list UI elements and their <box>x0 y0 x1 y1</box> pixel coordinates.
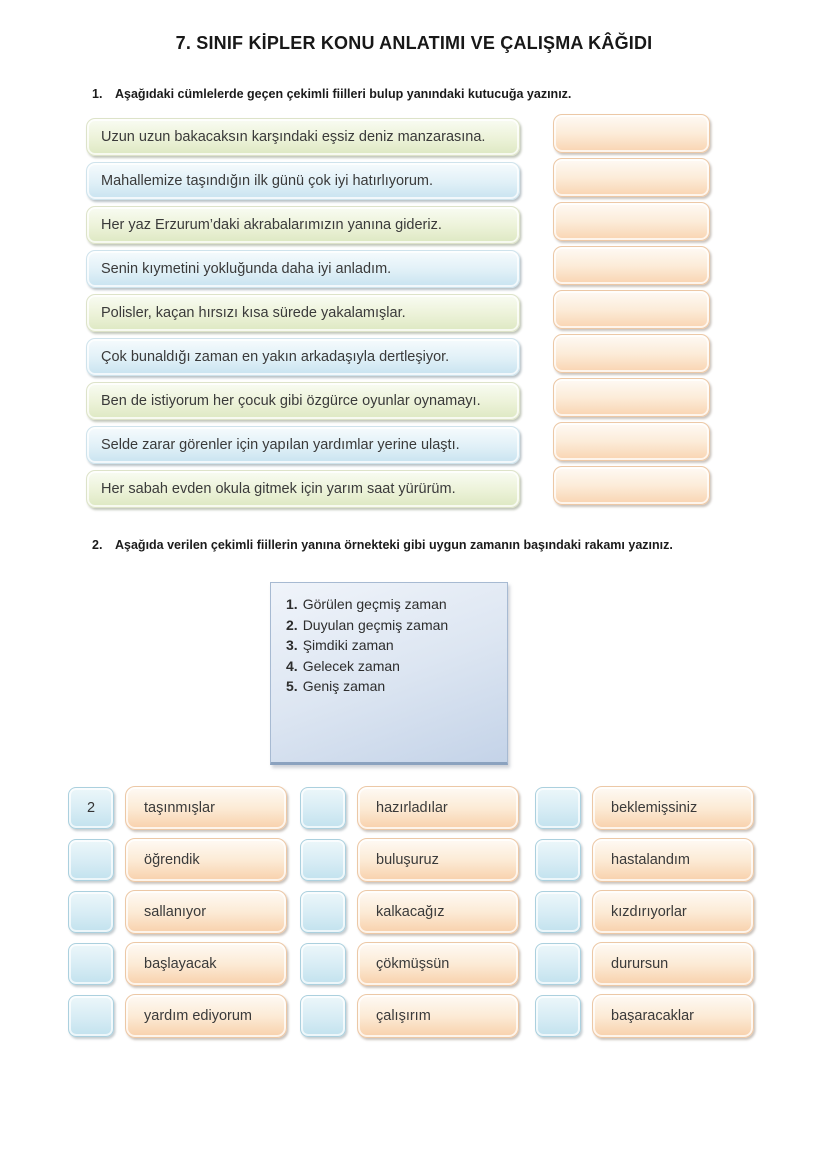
number-input-box[interactable] <box>535 995 581 1037</box>
sentence-text: Çok bunaldığı zaman en yakın arkadaşıyla dertleşiyor. <box>101 349 450 365</box>
sentence-box-4 <box>86 250 520 288</box>
answer-box-4[interactable] <box>553 246 710 285</box>
legend-item-number: 3. <box>286 637 298 653</box>
number-input-box[interactable] <box>68 839 114 881</box>
sentence-box-9 <box>86 470 520 508</box>
sentence-box-3 <box>86 206 520 244</box>
legend-item-label: Görülen geçmiş zaman <box>302 596 447 612</box>
legend-item-label: Duyulan geçmiş zaman <box>302 616 449 633</box>
number-input-box[interactable] <box>535 787 581 829</box>
verb-label-box: kızdırıyorlar <box>592 890 754 934</box>
verb-row <box>300 890 520 934</box>
number-input-box[interactable] <box>535 839 581 881</box>
number-input-box[interactable] <box>535 943 581 985</box>
answer-box-2[interactable] <box>553 158 710 197</box>
legend-item-4 <box>286 656 507 677</box>
verb-label-box: başaracaklar <box>592 994 754 1038</box>
legend-item-number: 5. <box>286 678 298 694</box>
verb-grid-column-1 <box>68 786 288 1046</box>
number-input-box[interactable] <box>535 891 581 933</box>
number-input-box[interactable] <box>300 787 346 829</box>
verb-row <box>535 890 755 934</box>
verb-row <box>68 890 288 934</box>
sentence-box-5 <box>86 294 520 332</box>
legend-item-number: 4. <box>286 657 298 674</box>
verb-label-box: yardım ediyorum <box>125 994 287 1038</box>
answer-box-8[interactable] <box>553 422 710 461</box>
number-input-box[interactable]: 2 <box>68 787 114 829</box>
legend-item-2 <box>286 615 507 636</box>
verb-label-box: kalkacağız <box>357 890 519 934</box>
verb-label-box: beklemişsiniz <box>592 786 754 830</box>
verb-row <box>535 942 755 986</box>
legend-item-3 <box>286 635 507 656</box>
verb-label-box: öğrendik <box>125 838 287 882</box>
number-input-box[interactable] <box>68 995 114 1037</box>
verb-grid-column-2 <box>300 786 520 1046</box>
verb-row <box>68 786 288 830</box>
sentence-box-1 <box>86 118 520 156</box>
question2-text: Aşağıda verilen çekimli fiillerin yanına örnekteki gibi uygun zamanın başındaki rakamı yazınız. <box>115 538 673 552</box>
answer-box-1[interactable] <box>553 114 710 153</box>
answer-box-5[interactable] <box>553 290 710 329</box>
sentence-text: Selde zarar görenler için yapılan yardımlar yerine ulaştı. <box>101 437 460 453</box>
answer-box-9[interactable] <box>553 466 710 505</box>
legend-item-label: Geniş zaman <box>302 678 386 694</box>
question1-text: Aşağıdaki cümlelerde geçen çekimli fiilleri bulup yanındaki kutucuğa yazınız. <box>115 87 572 101</box>
legend-item-label: Gelecek zaman <box>302 657 400 674</box>
sentence-text: Senin kıymetini yokluğunda daha iyi anladım. <box>101 261 392 277</box>
number-input-box[interactable] <box>300 839 346 881</box>
verb-label-box: çökmüşsün <box>357 942 519 986</box>
sentence-text: Her yaz Erzurum’daki akrabalarımızın yanına gideriz. <box>101 217 442 233</box>
sentence-text: Uzun uzun bakacaksın karşındaki eşsiz deniz manzarasına. <box>101 129 486 145</box>
sentence-box-6 <box>86 338 520 376</box>
verb-row <box>300 942 520 986</box>
question1-number: 1. <box>92 87 103 101</box>
number-input-box[interactable] <box>68 943 114 985</box>
tense-legend-box <box>270 582 508 765</box>
legend-item-number: 2. <box>286 616 298 633</box>
verb-grid-column-3 <box>535 786 755 1046</box>
verb-row <box>535 786 755 830</box>
sentence-text: Polisler, kaçan hırsızı kısa sürede yakalamışlar. <box>101 305 406 321</box>
answer-list <box>553 114 710 510</box>
verb-row <box>68 942 288 986</box>
legend-item-1 <box>286 594 507 615</box>
question2-number: 2. <box>92 538 103 552</box>
page-title: 7. SINIF KİPLER KONU ANLATIMI VE ÇALIŞMA KÂĞIDI <box>175 33 653 53</box>
sentence-text: Her sabah evden okula gitmek için yarım saat yürürüm. <box>101 481 456 497</box>
verb-row <box>300 994 520 1038</box>
verb-row <box>300 786 520 830</box>
sentence-list <box>86 118 520 514</box>
sentence-box-8 <box>86 426 520 464</box>
verb-row <box>300 838 520 882</box>
answer-box-3[interactable] <box>553 202 710 241</box>
question1-instruction <box>92 87 752 101</box>
number-input-box[interactable] <box>300 943 346 985</box>
sentence-text: Ben de istiyorum her çocuk gibi özgürce oyunlar oynamayı. <box>101 393 481 409</box>
verb-label-box: durursun <box>592 942 754 986</box>
verb-label-box: sallanıyor <box>125 890 287 934</box>
sentence-box-7 <box>86 382 520 420</box>
verb-label-box: buluşuruz <box>357 838 519 882</box>
sentence-text: Mahallemize taşındığın ilk günü çok iyi hatırlıyorum. <box>101 173 434 189</box>
legend-item-label: Şimdiki zaman <box>302 637 394 653</box>
number-input-box[interactable] <box>68 891 114 933</box>
number-input-box[interactable] <box>300 891 346 933</box>
verb-row <box>68 838 288 882</box>
answer-box-7[interactable] <box>553 378 710 417</box>
verb-label-box: taşınmışlar <box>125 786 287 830</box>
verb-row <box>535 994 755 1038</box>
legend-item-5 <box>286 676 507 697</box>
sentence-box-2 <box>86 162 520 200</box>
verb-row <box>68 994 288 1038</box>
legend-item-number: 1. <box>286 596 298 612</box>
verb-label-box: hastalandım <box>592 838 754 882</box>
answer-box-6[interactable] <box>553 334 710 373</box>
verb-label-box: çalışırım <box>357 994 519 1038</box>
verb-label-box: başlayacak <box>125 942 287 986</box>
verb-row <box>535 838 755 882</box>
verb-label-box: hazırladılar <box>357 786 519 830</box>
question2-instruction <box>92 538 772 552</box>
number-input-box[interactable] <box>300 995 346 1037</box>
